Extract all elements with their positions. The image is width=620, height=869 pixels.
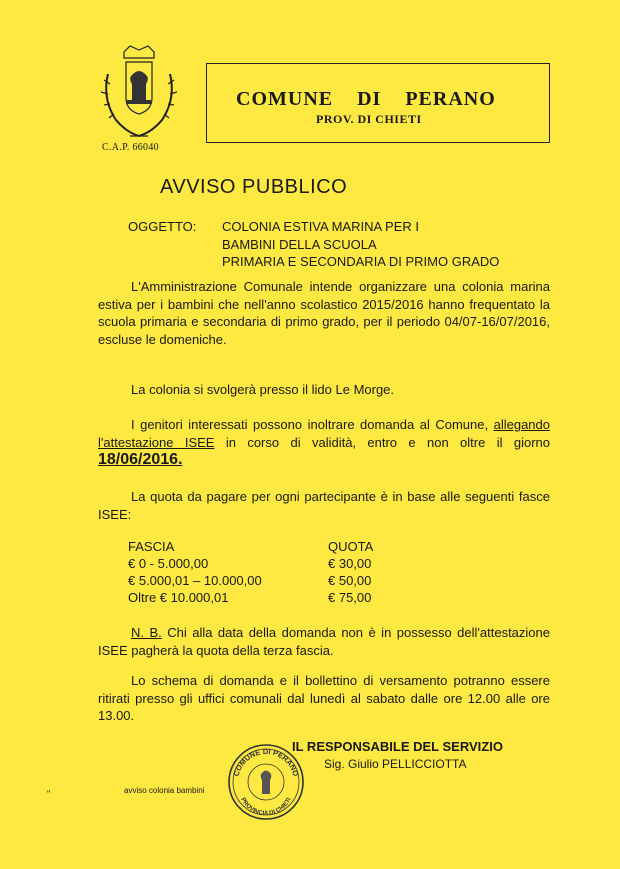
- official-stamp-icon: [226, 742, 306, 822]
- location-paragraph: La colonia si svolgerà presso il lido Le Morge.: [131, 382, 395, 397]
- signatory-name: Sig. Giulio PELLICCIOTTA: [324, 757, 467, 771]
- application-paragraph: [98, 416, 550, 469]
- footer-note: avviso colonia bambini: [124, 786, 205, 795]
- note-text: Chi alla data della domanda non è in possesso dell'attestazione ISEE pagherà la quota della terza fascia.: [98, 625, 550, 658]
- table-row: [128, 555, 373, 572]
- note-paragraph: [98, 624, 550, 659]
- signatory-title: IL RESPONSABILE DEL SERVIZIO: [292, 739, 503, 754]
- coat-of-arms-icon: [96, 44, 182, 144]
- fee-table: [128, 538, 373, 606]
- forms-paragraph: Lo schema di domanda e il bollettino di versamento potranno essere ritirati presso gli uffici comunali dal lunedì al sabato dalle ore 12.00 alle ore 13.00.: [98, 673, 550, 723]
- province-name: PROV. DI CHIETI: [316, 112, 422, 126]
- fee-amount: € 75,00: [328, 590, 372, 605]
- table-row: [128, 589, 373, 606]
- application-text: I genitori interessati possono inoltrare domanda al Comune,: [131, 417, 494, 432]
- page-title: AVVISO PUBBLICO: [160, 176, 348, 198]
- fee-amount: € 50,00: [328, 573, 372, 588]
- corner-mark: ": [47, 789, 51, 799]
- table-header-row: [128, 538, 373, 555]
- fee-band: € 5.000,01 – 10.000,00: [128, 573, 262, 588]
- subject-line: PRIMARIA E SECONDARIA DI PRIMO GRADO: [222, 254, 500, 269]
- subject-line: COLONIA ESTIVA MARINA PER I: [222, 219, 419, 234]
- note-label: N. B.: [131, 625, 162, 640]
- subject-line: BAMBINI DELLA SCUOLA: [222, 236, 377, 252]
- isee-requirement: allegando l'attestazione ISEE: [98, 417, 550, 450]
- svg-text:PROVINCIA DI CHIETI: PROVINCIA DI CHIETI: [239, 797, 293, 817]
- fee-intro-paragraph: La quota da pagare per ogni partecipante è in base alle seguenti fasce ISEE:: [98, 489, 550, 522]
- fee-amount: € 30,00: [328, 556, 372, 571]
- subject-label: OGGETTO:: [128, 219, 197, 234]
- postal-code: C.A.P. 66040: [102, 142, 159, 153]
- column-header-fascia: FASCIA: [128, 539, 175, 554]
- municipality-name: COMUNE DI PERANO: [236, 88, 496, 110]
- intro-paragraph: L'Amministrazione Comunale intende organizzare una colonia marina estiva per i bambini che nell'anno scolastico 2015/2016 hanno frequentato la scuola primaria e secondaria di primo grado, per il periodo 04/07-16/07/2016, escluse le domeniche.: [98, 279, 550, 347]
- deadline-date: 18/06/2016.: [98, 451, 183, 468]
- table-row: [128, 572, 373, 589]
- fee-band: Oltre € 10.000,01: [128, 590, 229, 605]
- svg-text:COMUNE DI PERANO: COMUNE DI PERANO: [231, 746, 301, 778]
- fee-band: € 0 - 5.000,00: [128, 556, 209, 571]
- subject-text: [222, 218, 499, 271]
- application-text: in corso di validità, entro e non oltre il giorno: [214, 434, 550, 450]
- column-header-quota: QUOTA: [328, 539, 374, 554]
